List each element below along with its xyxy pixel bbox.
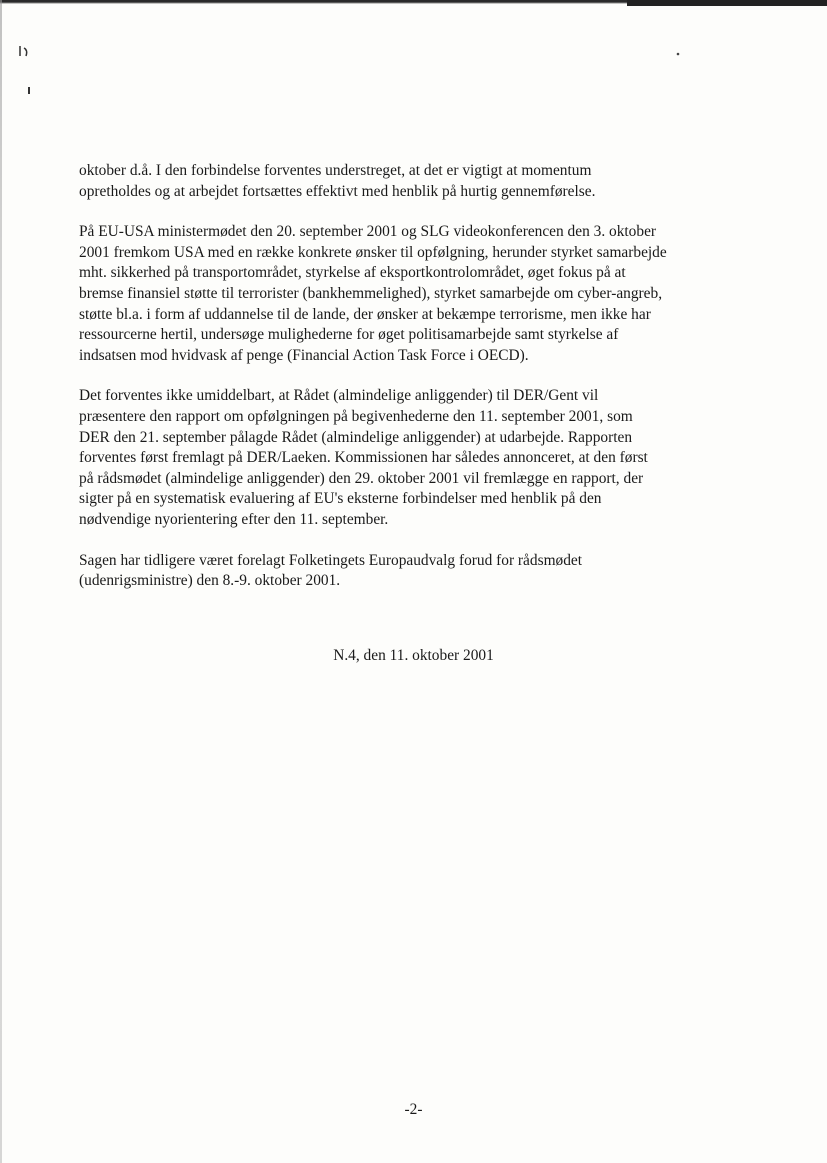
page-top-border-thick [627,0,827,6]
text-line: opretholdes og at arbejdet fortsættes effektivt med henblik på hurtig gennemførelse. [79,182,596,200]
text-line: støtte bl.a. i form af uddannelse til de lande, der ønsker at bekæmpe terrorisme, men ikke har [79,305,651,323]
text-line: forventes først fremlagt på DER/Laeken. Kommissionen har således annonceret, at den først [79,449,648,467]
text-line: bremse finansiel støtte til terrorister (bankhemmelighed), styrket samarbejde om cyber-angreb, [79,284,663,302]
scan-left-edge [0,0,2,1163]
text-line: 2001 fremkom USA med en række konkrete ønsker til opfølgning, herunder styrket samarbejde [79,243,667,261]
text-line: indsatsen mod hvidvask af penge (Financial Action Task Force i OECD). [79,346,529,364]
scan-artifact-mark [18,44,32,62]
text-line: Det forventes ikke umiddelbart, at Rådet (almindelige anliggender) til DER/Gent vil [79,387,599,405]
scan-artifact-dot [676,45,680,60]
paragraph-raadet-rapport [79,386,759,530]
text-line: nødvendige nyorientering efter den 11. september. [79,510,389,528]
text-line: sigter på en systematisk evaluering af EU's eksterne forbindelser med henblik på den [79,490,602,508]
text-line: mht. sikkerhed på transportområdet, styrkelse af eksportkontrolområdet, øget fokus på at [79,264,626,282]
text-line: på rådsmødet (almindelige anliggender) den 29. oktober 2001 vil fremlægge en rapport, der [79,469,644,487]
text-line: ressourcerne hertil, undersøge mulighederne for øget politisamarbejde samt styrkelse af [79,326,619,344]
scan-artifact-dot [27,84,31,99]
text-line: På EU-USA ministermødet den 20. september 2001 og SLG videokonferencen den 3. oktober [79,223,657,241]
text-line: DER den 21. september pålagde Rådet (almindelige anliggender) at udarbejde. Rapporten [79,428,633,446]
paragraph-europaudvalg [79,551,759,592]
paragraph-momentum [79,161,759,202]
text-line: præsentere den rapport om opfølgningen på begivenhederne den 11. september 2001, som [79,407,633,425]
document-body [79,161,759,612]
text-line: Sagen har tidligere været forelagt Folketingets Europaudvalg forud for rådsmødet [79,551,583,569]
signature-date-line: N.4, den 11. oktober 2001 [333,647,494,664]
text-line: (udenrigsministre) den 8.-9. oktober 2001. [79,572,341,590]
paragraph-eu-usa [79,222,759,366]
text-line: oktober d.å. I den forbindelse forventes understreget, at det er vigtigt at momentum [79,162,592,179]
page-number: -2- [404,1101,423,1118]
